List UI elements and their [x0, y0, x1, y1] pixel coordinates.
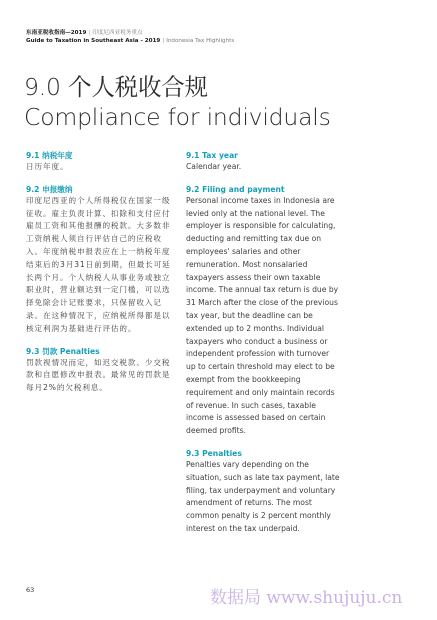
- penalties-heading-zh: 9.3 罚款 Penalties: [26, 346, 100, 356]
- page-title-en: Compliance for individuals: [24, 103, 331, 131]
- tax-year-body-en: Calendar year.: [186, 162, 242, 171]
- tax-year-body-zh: 日历年度。: [26, 162, 69, 171]
- header-guide-en: Guide to Taxation in Southeast Asia - 2019: [26, 38, 161, 44]
- header-guide-zh: 东南亚税收指南: [26, 30, 66, 36]
- watermark: 数据局 www.shujuju.cn: [210, 588, 403, 608]
- penalties-heading-en: 9.3 Penalties: [186, 448, 242, 458]
- chinese-column: [26, 150, 171, 395]
- header-line-en: [26, 37, 416, 45]
- header-separator: |: [88, 30, 91, 36]
- tax-year-heading-en: 9.1 Tax year: [186, 151, 238, 160]
- tax-year-heading-zh: 9.1 纳税年度: [26, 151, 73, 160]
- page-number: 63: [26, 586, 35, 594]
- filing-body-en: Personal income taxes in Indonesia are levied only at the national level. The employer is responsible for calculating, deducting and remitting tax due on employees' salaries and other remuneration. Most nonsalaried taxpayers assess their own taxable income. The annual tax return is due by 31 March after the close of the previous tax year, but the deadline can be extended up to 2 months. Individual taxpayers who conduct a business or independent profession with turnover up to certain threshold may elect to be exempt from the bookkeeping requirement and only maintain records of revenue. In such cases, taxable income is assessed based on certain deemed profits.: [186, 195, 339, 436]
- header-line-zh: [26, 29, 416, 37]
- penalties-body-zh: 罚款视情况而定，如迟交税款、少交税款和自愿修改申报表。最常见的罚款是每月2%的欠税利息。: [26, 357, 171, 393]
- filing-heading-en: 9.2 Filing and payment: [186, 184, 285, 194]
- page-title-zh: 9.0 个人税收合规: [24, 73, 208, 101]
- page-title: [24, 72, 424, 132]
- penalties-body-en: Penalties vary depending on the situation, such as late tax payment, late filing, tax underpayment and voluntary amendment of returns. The most common penalty is 2 percent monthly interest on the tax underpaid.: [186, 459, 340, 533]
- header-separator: |: [162, 38, 165, 44]
- header-country-en: Indonesia Tax Highlights: [166, 38, 235, 44]
- running-header: [26, 29, 416, 45]
- filing-body-zh: 印度尼西亚的个人所得税仅在国家一级征收。雇主负责计算、扣除和支付应付雇员工资和其他报酬的税款。大多数非工资纳税人须自行评估自己的应税收入。年度纳税申报表应在上一纳税年度结束后的3月31日前到期，但最长可延长两个月。个人纳税人从事业务或独立职业时，营业额达到一定门槛，可以选择免除会计记账要求，只保留收入记录。在这种情况下，应纳税所得都是以核定利润为基础进行评估的。: [26, 195, 171, 333]
- header-year-zh: —2019: [65, 30, 87, 36]
- header-country-zh: 印度尼西亚税务重点: [92, 30, 143, 36]
- english-column: [186, 150, 341, 536]
- filing-heading-zh: 9.2 申报缴纳: [26, 184, 73, 194]
